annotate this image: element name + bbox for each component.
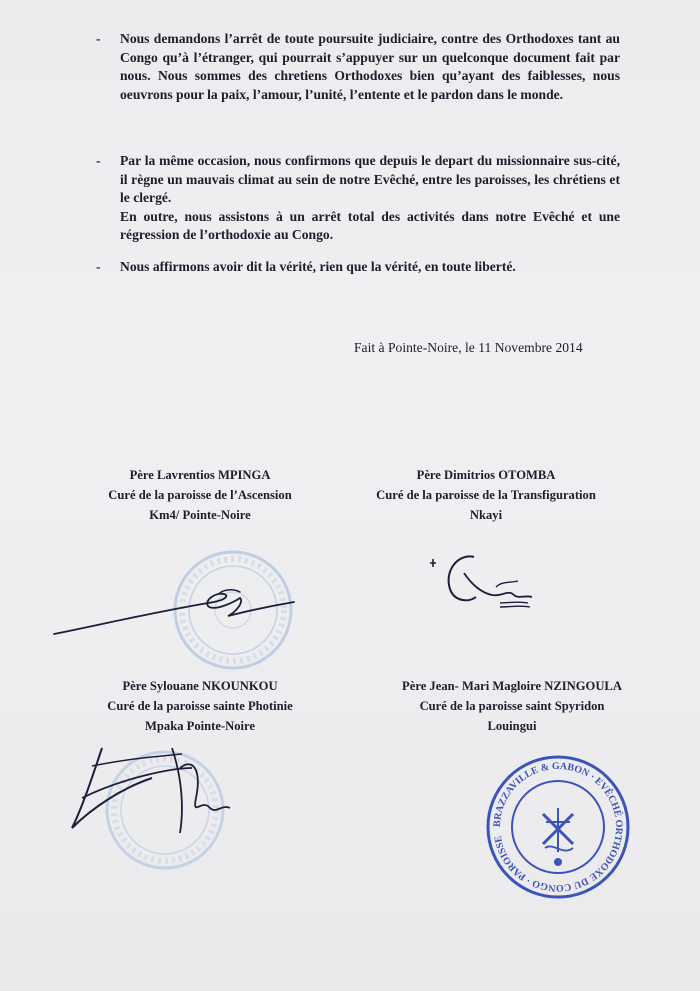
handwritten-signature-3 [62, 738, 262, 838]
bullet-item-1 [96, 30, 620, 104]
bullet-dash: - [96, 153, 101, 168]
signatory-name: Père Lavrentios MPINGA [129, 468, 271, 482]
signatory-2 [352, 465, 620, 525]
signatory-name: Père Sylouane NKOUNKOU [122, 679, 278, 693]
bullet-text [120, 30, 620, 104]
bullet-paragraph: En outre, nous assistons à un arrêt total des activités dans notre Evêché et une régression de l’orthodoxie au Congo. [120, 208, 620, 242]
handwritten-signature-1 [44, 572, 304, 652]
signatory-name: Père Jean- Mari Magloire NZINGOULA [402, 679, 622, 693]
bullet-item-3 [96, 258, 620, 277]
bullet-paragraph: Par la même occasion, nous confirmons que depuis le depart du missionnaire sus-cité, il règne un mauvais climat au sein de notre Evêché, entre les paroisses, les chrétiens et le clergé. [120, 153, 620, 205]
bullet-text [120, 152, 620, 245]
bullet-item-2 [96, 152, 620, 245]
signatory-3 [74, 676, 326, 736]
bullet-paragraph: Nous affirmons avoir dit la vérité, rien que la vérité, en toute liberté. [120, 259, 516, 274]
signatory-place: Nkayi [469, 508, 503, 522]
signatory-role: Curé de la paroisse de la Transfiguration [376, 488, 596, 502]
signatory-name: Père Dimitrios OTOMBA [416, 468, 556, 482]
signatory-4 [378, 676, 646, 736]
parish-stamp [483, 752, 633, 902]
handwritten-signature-2 [422, 545, 542, 620]
signatory-place: Louingui [487, 719, 537, 733]
signatory-role: Curé de la paroisse saint Spyridon [419, 699, 605, 713]
date-line: Fait à Pointe-Noire, le 11 Novembre 2014 [354, 340, 583, 355]
bullet-dash: - [96, 259, 101, 274]
signatory-place: Km4/ Pointe-Noire [149, 508, 251, 522]
signatory-role: Curé de la paroisse sainte Photinie [107, 699, 293, 713]
signatory-place: Mpaka Pointe-Noire [145, 719, 255, 733]
bullet-paragraph: Nous demandons l’arrêt de toute poursuite judiciaire, contre des Orthodoxes tant au Congo qu’à l’étranger, qui pourrait s’appuyer sur un quelconque document fait par nous. Nous sommes des chretiens Orthodoxes bien qu’ayant des faiblesses, nous oeuvrons pour la paix, l’amour, l’unité, l’entente et le pardon dans le monde. [120, 31, 620, 102]
bullet-dash: - [96, 31, 101, 46]
signatory-1 [80, 465, 320, 525]
stamp-text: BRAZZAVILLE & GABON · EVÊCHÉ ORTHODOXE DU CONGO · PAROISSE [491, 760, 625, 894]
signatory-role: Curé de la paroisse de l’Ascension [108, 488, 292, 502]
bullet-text [120, 258, 620, 277]
